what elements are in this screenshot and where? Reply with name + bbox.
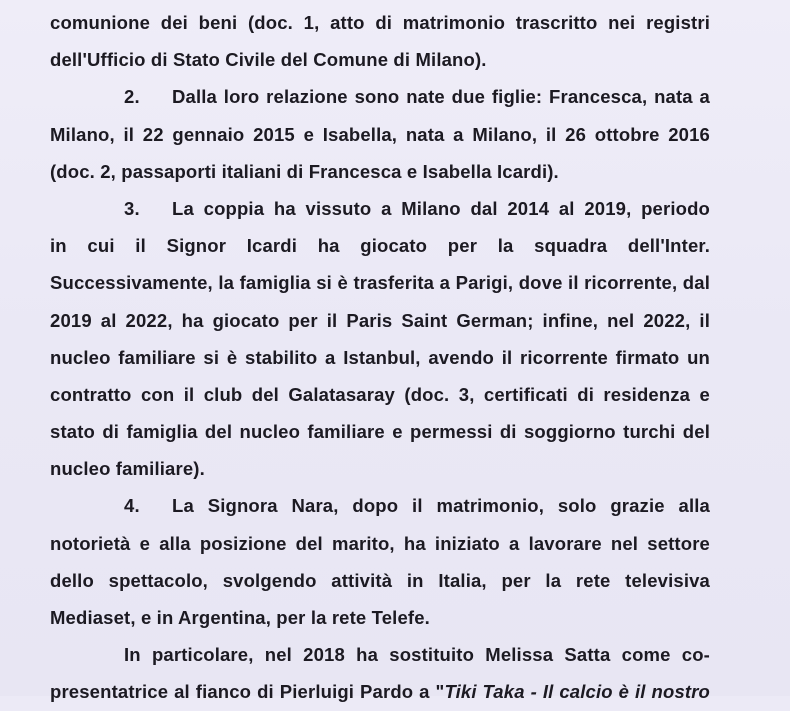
text-line: contratto con il club del Galatasaray (doc. 3, certificati di residenza e [50, 383, 710, 405]
text-line: in cui il Signor Icardi ha giocato per la squadra dell'Inter. [50, 235, 710, 257]
text-line: nucleo familiare si è stabilito a Istanbul, avendo il ricorrente firmato un [50, 346, 710, 368]
italic-title: Tiki Taka - Il calcio è il nostro [444, 681, 710, 703]
paragraph-3-first-line [50, 190, 710, 227]
paragraph-4-first-line [50, 487, 710, 524]
document-body [50, 4, 710, 711]
text-line: stato di famiglia del nucleo familiare e permessi di soggiorno turchi del [50, 421, 710, 443]
text-line: Mediaset, e in Argentina, per la rete Telefe. [50, 607, 430, 628]
text-line: (doc. 2, passaporti italiani di Francesca e Isabella Icardi). [50, 160, 559, 182]
text-line: comunione dei beni (doc. 1, atto di matrimonio trascritto nei registri [50, 12, 710, 33]
text-line: nucleo familiare). [50, 458, 205, 480]
paragraph-number: 4. [124, 495, 140, 517]
text-line: notorietà e alla posizione del marito, ha iniziato a lavorare nel settore [50, 532, 710, 554]
text-line: 2019 al 2022, ha giocato per il Paris Saint German; infine, nel 2022, il [50, 309, 710, 331]
paragraph-number: 2. [124, 86, 140, 108]
text-segment: Dalla loro relazione sono nate due figlie: Francesca, nata a [172, 86, 710, 108]
text-segment: La coppia ha vissuto a Milano dal 2014 al 2019, periodo [172, 197, 710, 219]
text-line [50, 673, 710, 710]
text-line: dell'Ufficio di Stato Civile del Comune di Milano). [50, 49, 487, 71]
paragraph-number: 3. [124, 197, 140, 219]
text-line: Milano, il 22 gennaio 2015 e Isabella, nata a Milano, il 26 ottobre 2016 [50, 123, 710, 145]
text-segment: presentatrice al fianco di Pierluigi Pardo a " [50, 681, 445, 703]
text-line: dello spettacolo, svolgendo attività in Italia, per la rete televisiva [50, 569, 710, 591]
text-segment: La Signora Nara, dopo il matrimonio, solo grazie alla [172, 495, 710, 517]
text-line: Successivamente, la famiglia si è trasferita a Parigi, dove il ricorrente, dal [50, 272, 710, 294]
paragraph-5-first-line [50, 636, 710, 673]
paragraph-2-first-line [50, 78, 710, 115]
text-segment: In particolare, nel 2018 ha sostituito Melissa Satta come co- [124, 644, 710, 666]
